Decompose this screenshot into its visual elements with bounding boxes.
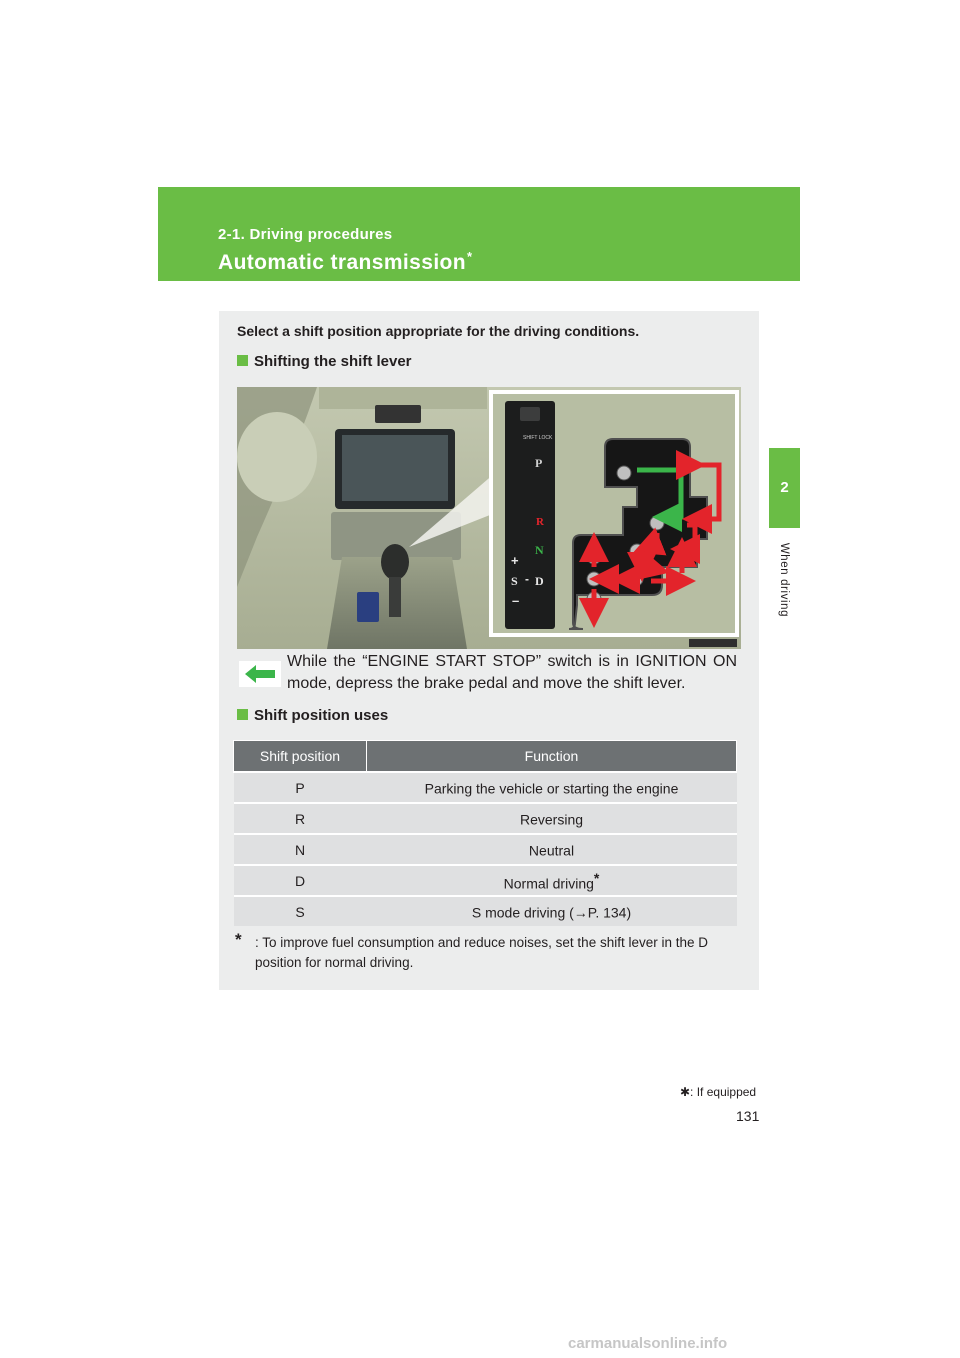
gate-pos-p — [617, 466, 631, 480]
row-function-text: Reversing — [519, 811, 584, 828]
row-position: S — [234, 896, 367, 926]
header-band — [158, 187, 800, 281]
intro-text: Select a shift position appropriate for the driving conditions. — [237, 323, 640, 339]
gate-label-dash: - — [525, 572, 529, 586]
shift-lock-button[interactable] — [520, 407, 540, 421]
footnote-marker: * — [235, 930, 242, 949]
row-function — [367, 772, 737, 803]
air-vent — [375, 405, 421, 423]
chapter-label-text: When driving — [778, 542, 790, 618]
page-title — [218, 249, 472, 275]
shift-lever-stem — [389, 577, 401, 617]
gate-label-s: S — [511, 574, 518, 588]
table-row — [234, 865, 737, 896]
section-label: 2-1. Driving procedures — [218, 226, 393, 243]
steering-hub-shape — [237, 412, 317, 502]
table-header-row — [234, 741, 737, 773]
gate-pos-s — [587, 572, 601, 586]
page-title-text: Automatic transmission — [218, 251, 467, 274]
square-bullet-icon — [237, 709, 248, 720]
gate-label-d: D — [535, 574, 544, 588]
gate-pos-r — [650, 516, 664, 530]
row-position: D — [234, 865, 367, 896]
table-row — [234, 896, 737, 926]
content-panel — [219, 311, 759, 990]
chapter-tab[interactable]: 2 — [769, 448, 800, 528]
table-header-function: Function — [367, 741, 737, 773]
page-number: 131 — [736, 1108, 760, 1124]
green-arrow-legend-icon — [239, 661, 281, 687]
row-position: N — [234, 834, 367, 865]
section-heading-uses — [237, 707, 388, 724]
square-bullet-icon — [237, 355, 248, 366]
row-function-marker: * — [593, 869, 600, 886]
footnote-text: : To improve fuel consumption and reduce noises, set the shift lever in the D position for normal driving. — [255, 935, 708, 970]
section-heading-shifting-text: Shifting the shift lever — [254, 353, 412, 370]
table-row — [234, 772, 737, 803]
gate-label-p: P — [535, 456, 543, 470]
gate-label-minus: – — [512, 593, 520, 608]
table-row — [234, 803, 737, 834]
row-function — [367, 865, 737, 896]
figure-id-tag — [689, 639, 737, 647]
table-row — [234, 834, 737, 865]
gate-label-n: N — [535, 543, 544, 557]
gate-label-plus: + — [511, 553, 519, 568]
control-buttons — [357, 592, 379, 622]
section-heading-uses-text: Shift position uses — [254, 707, 389, 724]
caption-text: While the “ENGINE START STOP” switch is in IGNITION ON mode, depress the brake pedal and move the shift lever. — [287, 653, 737, 692]
screen-display — [342, 435, 448, 501]
if-equipped-note: ✱: If equipped — [680, 1085, 757, 1099]
row-function — [367, 834, 737, 865]
shift-lock-label: SHIFT LOCK — [523, 435, 553, 441]
row-function-text: Parking the vehicle or starting the engine — [424, 780, 679, 797]
row-function-text: S mode driving (→P. 134) — [471, 904, 632, 921]
gate-pos-n — [630, 544, 644, 558]
shift-lever-illustration — [237, 387, 741, 649]
shift-lever-figure-svg — [237, 387, 741, 649]
gate-label-r: R — [536, 516, 544, 528]
row-position: P — [234, 772, 367, 803]
shift-position-table — [233, 740, 737, 926]
red-arrow-n-d-icon — [647, 567, 655, 569]
section-heading-shifting — [237, 353, 412, 370]
table-header-position: Shift position — [234, 741, 367, 773]
shift-knob — [381, 544, 409, 580]
row-position: R — [234, 803, 367, 834]
row-function — [367, 896, 737, 926]
row-function-text: Neutral — [528, 842, 575, 859]
title-marker: * — [467, 249, 473, 264]
row-function — [367, 803, 737, 834]
gate-pos-d — [629, 572, 643, 586]
watermark: carmanualsonline.info — [568, 1335, 728, 1352]
row-function-text: Normal driving — [503, 875, 594, 892]
